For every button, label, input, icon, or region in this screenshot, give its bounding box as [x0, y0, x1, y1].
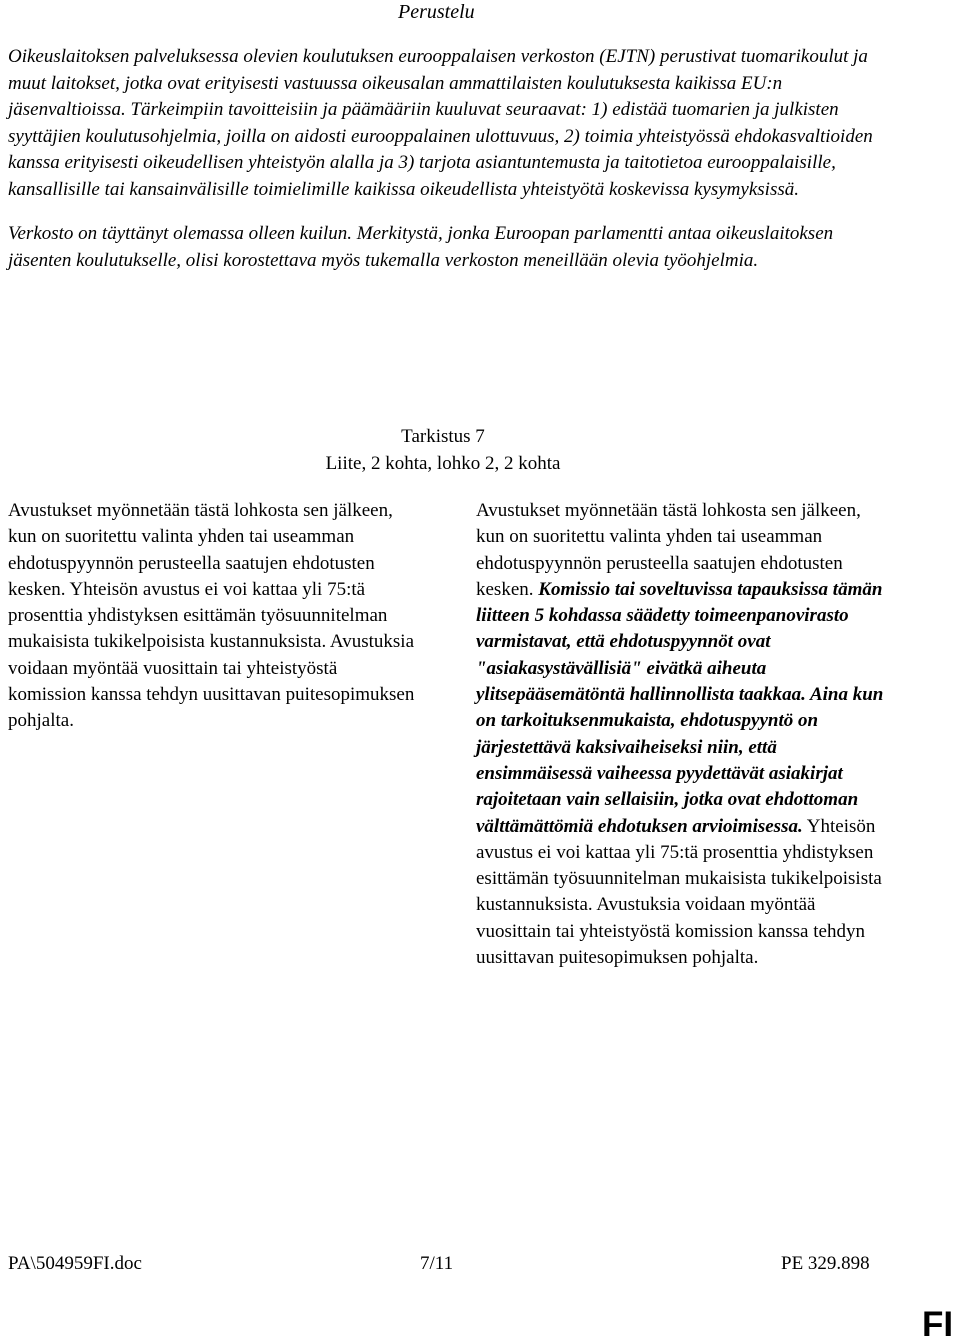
original-text-column [8, 498, 418, 735]
original-text: Avustukset myönnetään tästä lohkosta sen jälkeen, kun on suoritettu valinta yhden tai useamman ehdotuspyynnön perusteella saatujen ehdotusten kesken. Yhteisön avustus ei voi kattaa yli 75:tä prosenttia yhdistyksen esittämän työsuunnitelman mukaisista tukikelpoisista kustannuksista. Avustuksia voidaan myöntää vuosittain tai yhteistyöstä komission kanssa tehdyn uusittavan puitesopimuksen pohjalta. [8, 500, 415, 732]
justification-heading: Perustelu [398, 1, 475, 23]
footer-pe-number: PE 329.898 [781, 1253, 870, 1274]
justification-paragraph-2: Verkosto on täyttänyt olemassa olleen kuilun. Merkitystä, jonka Euroopan parlamentti antaa oikeuslaitoksen jäsenten koulutukselle, olisi korostettava myös tukemalla verkoston meneillään olevia työohjelmia. [8, 223, 834, 271]
amendment-title: Tarkistus 7 [401, 426, 485, 447]
amended-text-start: Avustukset myönnetään tästä lohkosta sen jälkeen, kun on suoritettu valinta yhden tai useamman ehdotuspyynnön perusteella saatujen ehdotusten kesken. [476, 500, 861, 600]
amended-text-inserted: Komissio tai soveltuvissa tapauksissa tämän liitteen 5 kohdassa säädetty toimeenpanovirasto varmistavat, että ehdotuspyynnöt ovat "asiakasystävällisiä" eivätkä aiheuta ylitsepääsemätöntä hallinnollista taakkaa. Aina kun on tarkoituksenmukaista, ehdotuspyyntö on järjestettävä kaksivaiheiseksi niin, että ensimmäisessä vaiheessa pyydettävät asiakirjat rajoitetaan vain sellaisiin, jotka ovat ehdottoman välttämättömiä ehdotuksen arvioimisessa. [476, 578, 884, 837]
language-code-badge: FI [922, 1305, 954, 1344]
justification-text [8, 44, 880, 274]
amended-text-end: Yhteisön avustus ei voi kattaa yli 75:tä prosenttia yhdistyksen esittämän työsuunnitelman mukaisista tukikelpoisista kustannuksista. Avustuksia voidaan myöntää vuosittain tai yhteistyöstä komission kanssa tehdyn uusittavan puitesopimuksen pohjalta. [476, 815, 882, 969]
footer-document-ref: PA\504959FI.doc [8, 1253, 142, 1274]
justification-paragraph-1: Oikeuslaitoksen palveluksessa olevien koulutuksen eurooppalaisen verkoston (EJTN) perustivat tuomarikoulut ja muut laitokset, jotka ovat erityisesti vastuussa oikeusalan ammattilaisten koulutuksesta kaikissa EU:n jäsenvaltioissa. Tärkeimpiin tavoitteisiin ja päämääriin kuuluvat seuraavat: 1) edistää tuomarien ja julkisten syyttäjien koulutusohjelmia, joilla on aidosti eurooppalainen ulottuvuus, 2) toimia yhteistyössä ehdokasvaltioiden kanssa erityisesti oikeudellisen yhteistyön alalla ja 3) tarjota asiantuntemusta ja taitotietoa eurooppalaisille, kansallisille tai kansainvälisille toimielimille kaikissa oikeudellista yhteistyötä koskevissa kysymyksissä. [8, 46, 873, 200]
amendment-reference: Liite, 2 kohta, lohko 2, 2 kohta [325, 453, 561, 474]
amendment-header [0, 423, 886, 477]
footer-page-number: 7/11 [420, 1253, 454, 1274]
amended-text-column [476, 498, 888, 971]
